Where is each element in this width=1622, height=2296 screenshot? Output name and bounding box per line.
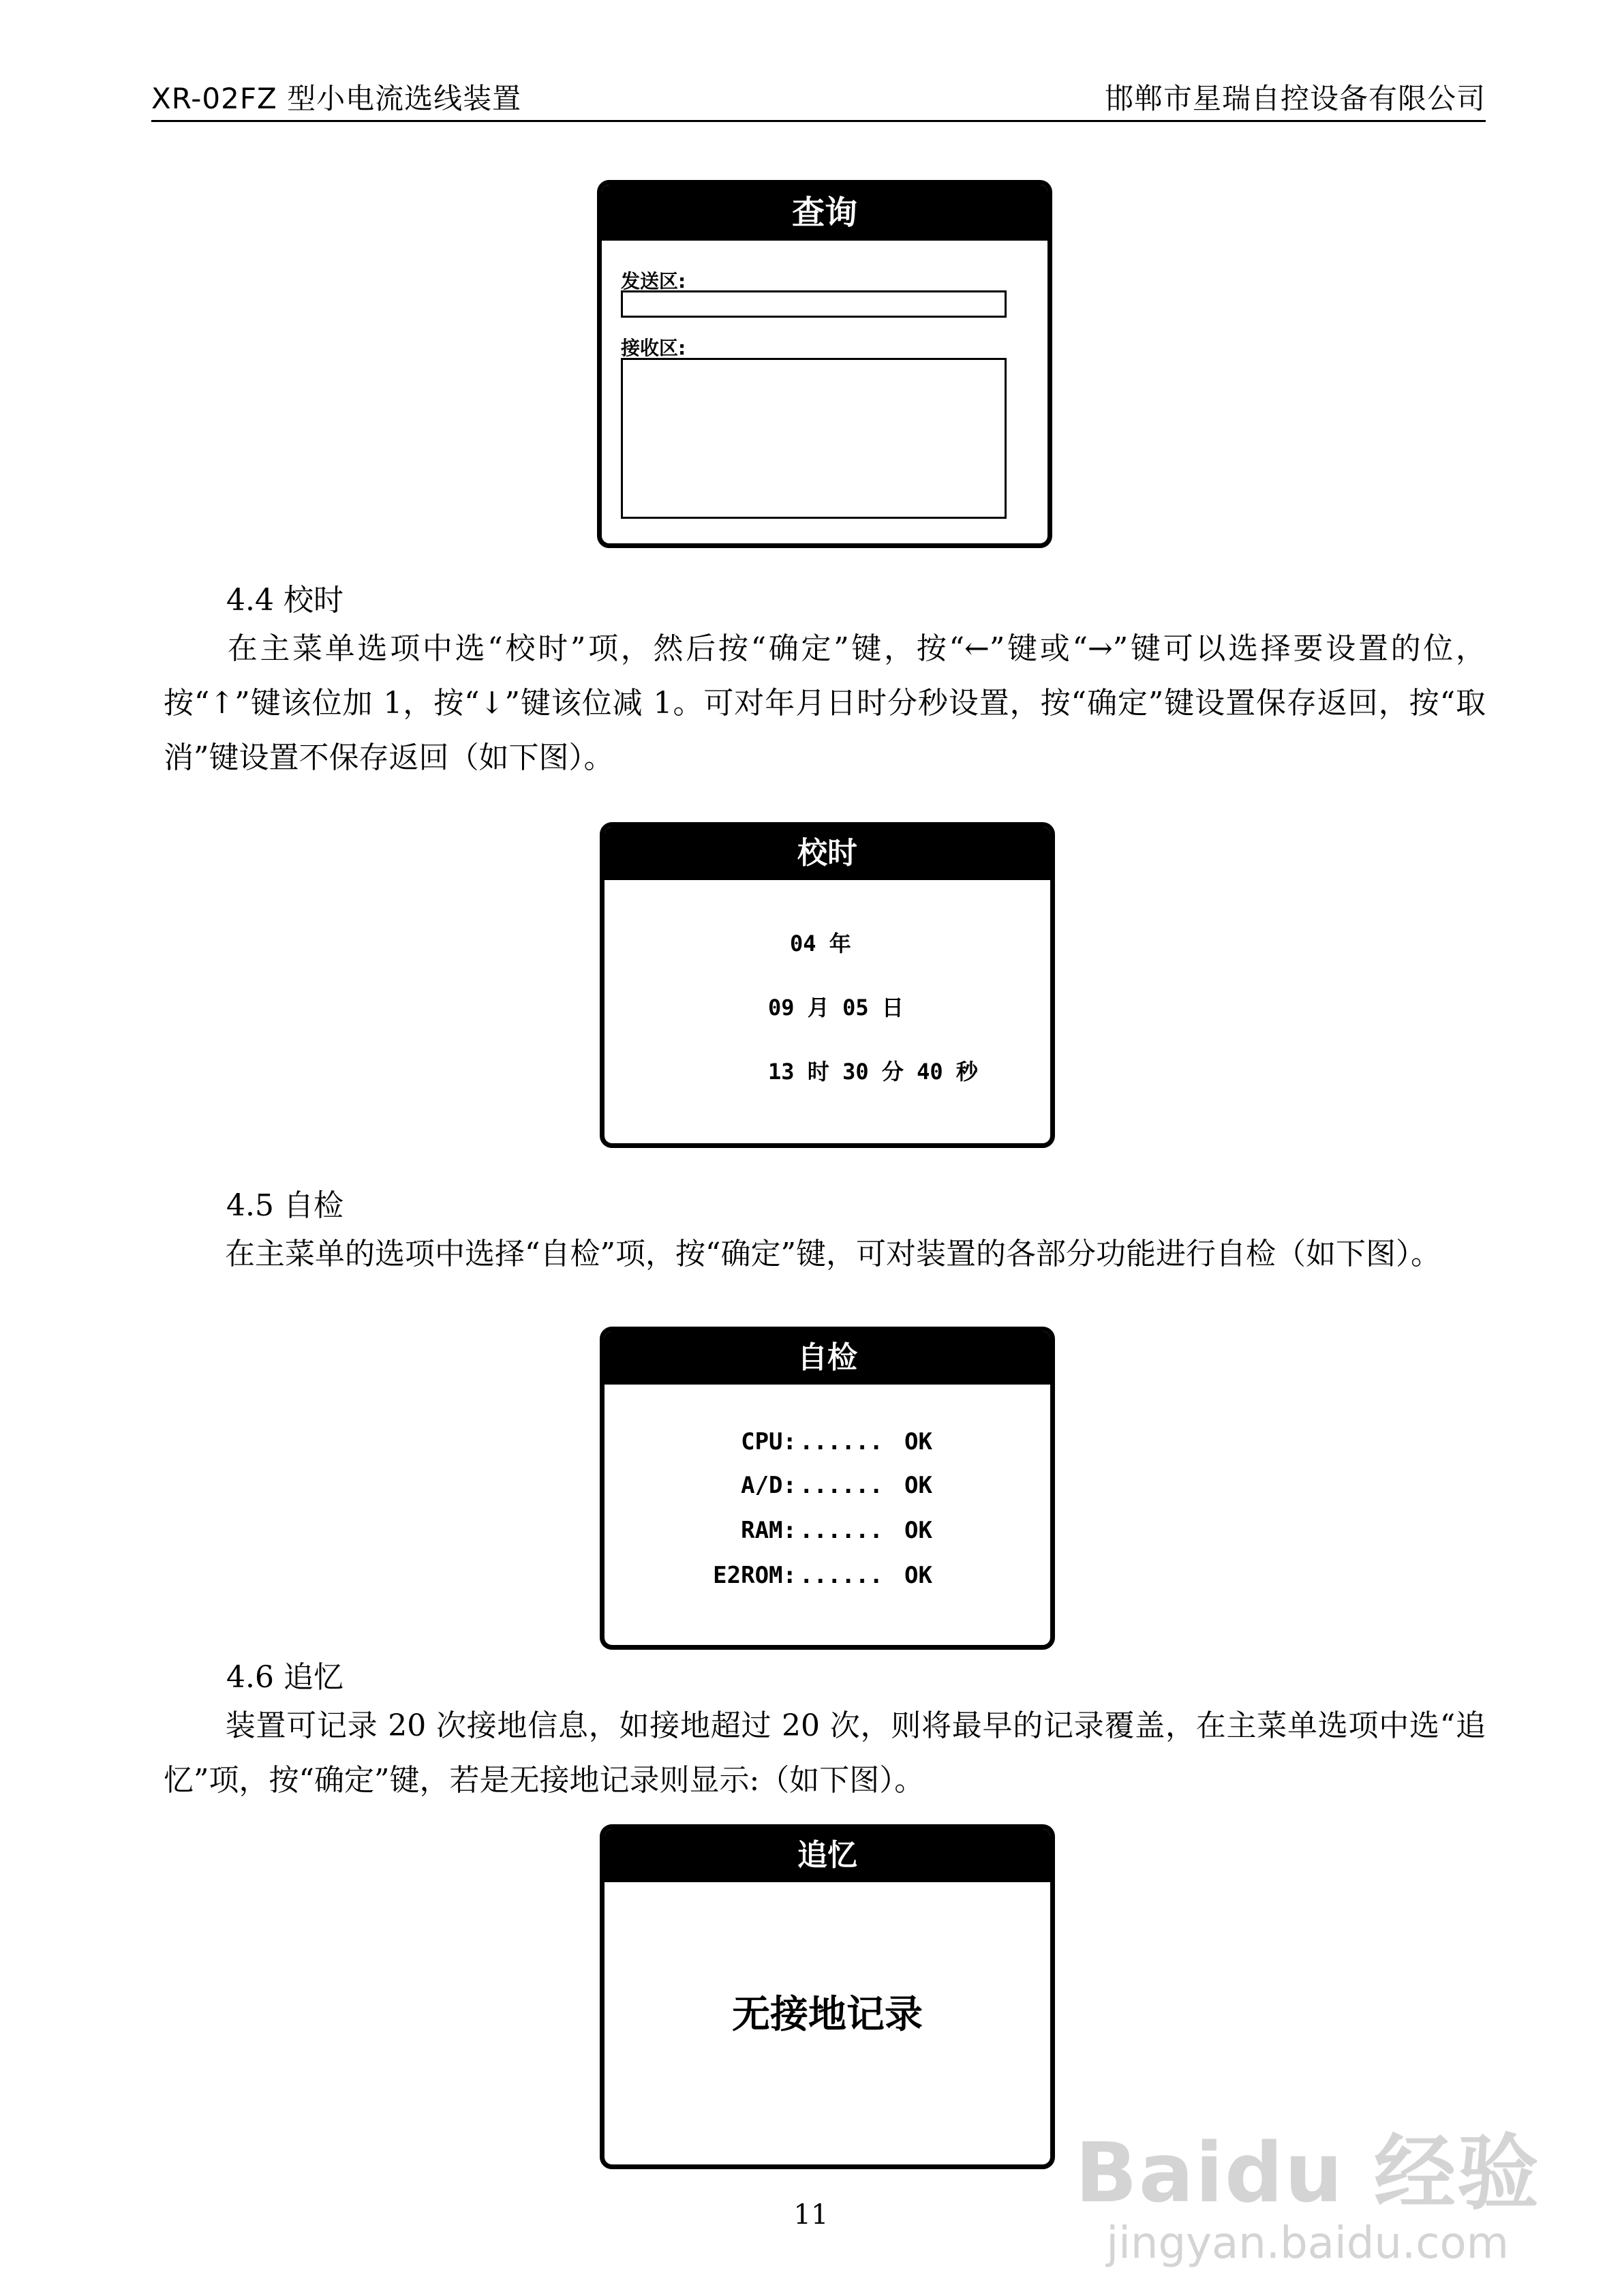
receive-area-label: 接收区:: [621, 337, 686, 359]
receive-area-box: [621, 358, 1007, 519]
section-4-4-heading: 4.4 校时: [226, 583, 343, 618]
section-4-6-text: [164, 1699, 1486, 1808]
selftest-label: CPU:: [741, 1428, 797, 1455]
time-date-line: 09 月 05 日: [768, 995, 904, 1021]
selftest-label: RAM:: [741, 1517, 797, 1544]
section-4-6-heading: 4.6 追忆: [226, 1660, 343, 1695]
watermark: [1075, 2108, 1540, 2269]
selftest-label: A/D:: [741, 1472, 797, 1499]
query-screen-title: 查询: [602, 185, 1047, 241]
selftest-result: OK: [904, 1428, 932, 1455]
selftest-label: E2ROM:: [713, 1562, 797, 1589]
page-number: 11: [793, 2199, 829, 2231]
time-screen: [600, 822, 1055, 1148]
watermark-logo: Baidu 经验: [1075, 2126, 1540, 2221]
selftest-dots: ......: [799, 1517, 883, 1544]
header-doc-title: XR-02FZ 型小电流选线装置: [151, 82, 522, 115]
send-area-label: 发送区:: [621, 270, 686, 292]
selftest-result: OK: [904, 1517, 932, 1544]
selftest-dots: ......: [799, 1428, 883, 1455]
section-4-5-body: 在主菜单的选项中选择“自检”项，按“确定”键，可对装置的各部分功能进行自检（如下图）。: [225, 1237, 1441, 1271]
time-clock-line: 13 时 30 分 40 秒: [768, 1059, 978, 1085]
section-4-6-body: 装置可记录 20 次接地信息，如接地超过 20 次，则将最早的记录覆盖，在主菜单选项中选“追忆”项，按“确定”键，若是无接地记录则显示:（如下图）。: [164, 1708, 1486, 1798]
time-year-line: 04 年: [790, 931, 851, 956]
selftest-result: OK: [904, 1562, 932, 1589]
selftest-dots: ......: [799, 1472, 883, 1499]
section-4-4-body: 在主菜单选项中选“校时”项，然后按“确定”键，按“←”键或“→”键可以选择要设置的位，按“↑”键该位加 1，按“↓”键该位减 1。可对年月日时分秒设置，按“确定”键设置保存返回，按“取消”键设置不保存返回（如下图）。: [164, 631, 1486, 775]
selftest-dots: ......: [799, 1562, 883, 1589]
header-company: 邯郸市星瑞自控设备有限公司: [1104, 82, 1486, 115]
watermark-url: jingyan.baidu.com: [1106, 2218, 1509, 2269]
query-screen: [597, 180, 1052, 548]
header-rule: [151, 120, 1486, 122]
recall-screen: [600, 1824, 1055, 2169]
recall-screen-title: 追忆: [605, 1829, 1050, 1882]
selftest-screen-title: 自检: [605, 1331, 1050, 1385]
section-4-5-text: [164, 1227, 1486, 1282]
section-4-5-heading: 4.5 自检: [226, 1188, 343, 1223]
selftest-result: OK: [904, 1472, 932, 1499]
selftest-screen: [600, 1327, 1055, 1650]
section-4-4-text: [164, 622, 1486, 785]
recall-message: 无接地记录: [732, 1992, 923, 2037]
send-area-box: [621, 290, 1007, 318]
time-screen-title: 校时: [605, 827, 1050, 880]
